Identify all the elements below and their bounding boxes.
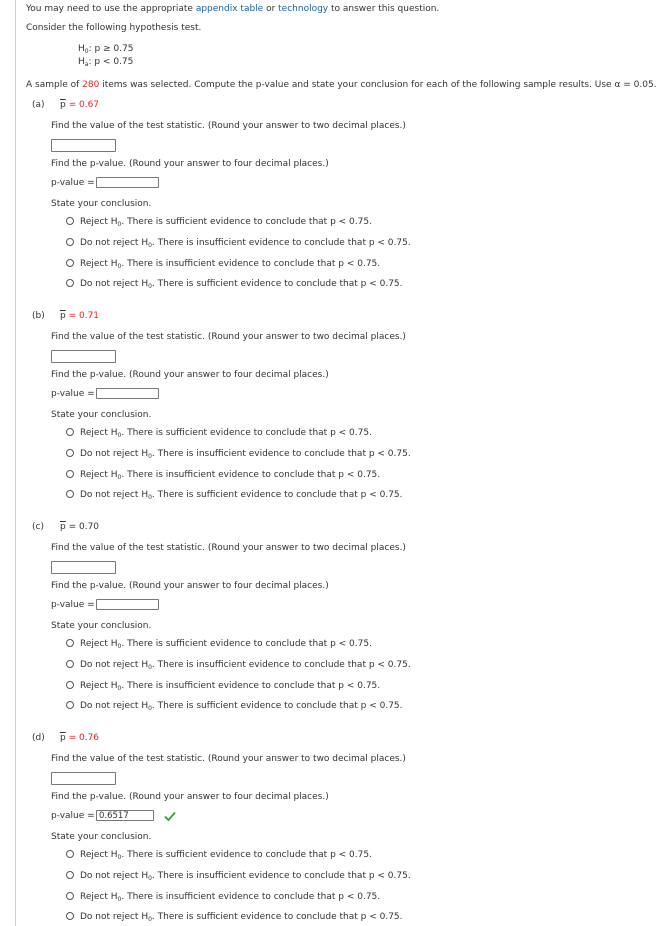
left-border bbox=[15, 0, 16, 926]
p-value-label: p-value = bbox=[51, 389, 95, 399]
test-statistic-prompt: Find the value of the test statistic. (Round your answer to two decimal places.) bbox=[51, 332, 406, 342]
radio-button[interactable] bbox=[66, 639, 74, 647]
option-text-b: . There is sufficient evidence to conclude that p < 0.75. bbox=[121, 217, 372, 227]
subscript-zero: 0 bbox=[117, 896, 122, 903]
sample-post: items was selected. Compute the p-value and state your conclusion for each of the following sample results. Use α = 0.05. bbox=[99, 80, 657, 90]
p-value-prompt: Find the p-value. (Round your answer to four decimal places.) bbox=[51, 159, 329, 169]
radio-button[interactable] bbox=[66, 892, 74, 900]
sample-text bbox=[26, 79, 657, 91]
conclusion-option[interactable] bbox=[66, 700, 403, 713]
radio-button[interactable] bbox=[66, 279, 74, 287]
radio-button[interactable] bbox=[66, 428, 74, 436]
option-text-a: Reject H bbox=[80, 681, 118, 691]
option-text-a: Reject H bbox=[80, 639, 118, 649]
radio-button[interactable] bbox=[66, 449, 74, 457]
option-text-a: Do not reject H bbox=[80, 871, 149, 881]
subscript-zero: 0 bbox=[148, 242, 152, 249]
conclusion-option[interactable] bbox=[66, 680, 380, 693]
intro-pre: You may need to use the appropriate bbox=[26, 4, 196, 14]
consider-text: Consider the following hypothesis test. bbox=[26, 23, 202, 33]
option-text-b: . There is sufficient evidence to conclude that p < 0.75. bbox=[121, 850, 372, 860]
sample-size: 280 bbox=[82, 80, 100, 90]
option-text-a: Do not reject H bbox=[80, 701, 149, 711]
option-text-b: . There is insufficient evidence to conclude that p < 0.75. bbox=[151, 871, 411, 881]
subscript-zero: 0 bbox=[117, 685, 122, 692]
p-value-prompt: Find the p-value. (Round your answer to four decimal places.) bbox=[51, 370, 329, 380]
null-hypothesis-text: : p ≥ 0.75 bbox=[88, 44, 134, 54]
test-statistic-input[interactable] bbox=[51, 139, 116, 152]
subscript-zero: 0 bbox=[148, 453, 152, 460]
conclusion-option[interactable] bbox=[66, 237, 411, 250]
part-header bbox=[32, 99, 99, 111]
option-text-b: . There is sufficient evidence to conclude that p < 0.75. bbox=[121, 639, 372, 649]
radio-button[interactable] bbox=[66, 238, 74, 246]
part-header bbox=[32, 310, 99, 322]
conclusion-prompt: State your conclusion. bbox=[51, 832, 152, 842]
option-text-b: . There is sufficient evidence to conclude that p < 0.75. bbox=[151, 701, 403, 711]
conclusion-option[interactable] bbox=[66, 427, 372, 440]
p-value-label: p-value = bbox=[51, 178, 95, 188]
option-text-b: . There is insufficient evidence to conclude that p < 0.75. bbox=[121, 892, 381, 902]
option-text-a: Reject H bbox=[80, 217, 118, 227]
option-text-a: Do not reject H bbox=[80, 279, 149, 289]
p-hat-symbol: $\overline{p}$ bbox=[60, 100, 66, 110]
p-hat-symbol: $\overline{p}$ bbox=[60, 311, 66, 321]
conclusion-prompt: State your conclusion. bbox=[51, 199, 152, 209]
subscript-zero: 0 bbox=[117, 432, 122, 439]
option-text-a: Do not reject H bbox=[80, 449, 149, 459]
p-value-label: p-value = bbox=[51, 811, 95, 821]
option-text-b: . There is insufficient evidence to conclude that p < 0.75. bbox=[121, 681, 381, 691]
option-text-b: . There is insufficient evidence to conclude that p < 0.75. bbox=[151, 449, 411, 459]
subscript-zero: 0 bbox=[117, 474, 122, 481]
sample-pre: A sample of bbox=[26, 80, 83, 90]
radio-button[interactable] bbox=[66, 871, 74, 879]
radio-button[interactable] bbox=[66, 217, 74, 225]
null-hypothesis: $H_0$: p ≥ 0.75 bbox=[78, 44, 134, 55]
intro-text bbox=[26, 3, 439, 15]
radio-button[interactable] bbox=[66, 660, 74, 668]
option-text-b: . There is insufficient evidence to conclude that p < 0.75. bbox=[121, 259, 381, 269]
p-value-input[interactable] bbox=[96, 599, 159, 610]
part-header bbox=[32, 521, 99, 533]
p-value-input[interactable] bbox=[96, 388, 159, 399]
p-hat-value: = 0.76 bbox=[68, 733, 100, 743]
option-text-b: . There is insufficient evidence to conclude that p < 0.75. bbox=[121, 470, 381, 480]
conclusion-option[interactable] bbox=[66, 849, 372, 862]
conclusion-prompt: State your conclusion. bbox=[51, 621, 152, 631]
conclusion-prompt: State your conclusion. bbox=[51, 410, 152, 420]
test-statistic-input[interactable] bbox=[51, 772, 116, 785]
option-text-b: . There is sufficient evidence to conclude that p < 0.75. bbox=[151, 490, 403, 500]
option-text-b: . There is insufficient evidence to conclude that p < 0.75. bbox=[151, 238, 411, 248]
test-statistic-prompt: Find the value of the test statistic. (Round your answer to two decimal places.) bbox=[51, 754, 406, 764]
alt-hypothesis: $H_a$: p < 0.75 bbox=[78, 57, 134, 68]
p-hat-value: = 0.67 bbox=[68, 100, 100, 110]
part-label: (c) bbox=[32, 522, 44, 532]
radio-button[interactable] bbox=[66, 701, 74, 709]
option-text-b: . There is insufficient evidence to conclude that p < 0.75. bbox=[151, 660, 411, 670]
subscript-zero: 0 bbox=[117, 643, 122, 650]
option-text-a: Reject H bbox=[80, 470, 118, 480]
p-value-prompt: Find the p-value. (Round your answer to four decimal places.) bbox=[51, 581, 329, 591]
radio-button[interactable] bbox=[66, 850, 74, 858]
p-value-input[interactable] bbox=[96, 177, 159, 188]
p-hat-symbol: $\overline{p}$ bbox=[60, 522, 66, 532]
option-text-a: Reject H bbox=[80, 850, 118, 860]
intro-mid: or bbox=[263, 4, 279, 14]
option-text-a: Do not reject H bbox=[80, 238, 149, 248]
conclusion-option[interactable] bbox=[66, 258, 380, 271]
conclusion-option[interactable] bbox=[66, 891, 380, 904]
p-value-input[interactable]: 0.6517 bbox=[96, 810, 154, 821]
conclusion-option[interactable] bbox=[66, 469, 380, 482]
subscript-zero: 0 bbox=[148, 664, 152, 671]
conclusion-option[interactable] bbox=[66, 870, 411, 883]
p-hat-value: = 0.70 bbox=[68, 522, 100, 532]
radio-button[interactable] bbox=[66, 490, 74, 498]
radio-button[interactable] bbox=[66, 470, 74, 478]
radio-button[interactable] bbox=[66, 259, 74, 267]
part-label: (d) bbox=[32, 733, 45, 743]
alt-hypothesis-text: : p < 0.75 bbox=[88, 57, 134, 67]
option-text-a: Do not reject H bbox=[80, 490, 149, 500]
option-text-b: . There is sufficient evidence to conclude that p < 0.75. bbox=[151, 279, 403, 289]
option-text-b: . There is sufficient evidence to conclude that p < 0.75. bbox=[151, 912, 403, 922]
part-label: (a) bbox=[32, 100, 45, 110]
subscript-zero: 0 bbox=[117, 854, 122, 861]
test-statistic-input[interactable] bbox=[51, 350, 116, 363]
test-statistic-prompt: Find the value of the test statistic. (Round your answer to two decimal places.) bbox=[51, 543, 406, 553]
conclusion-option[interactable] bbox=[66, 278, 403, 291]
part-label: (b) bbox=[32, 311, 45, 321]
subscript-zero: 0 bbox=[148, 875, 152, 882]
test-statistic-prompt: Find the value of the test statistic. (Round your answer to two decimal places.) bbox=[51, 121, 406, 131]
p-value-prompt: Find the p-value. (Round your answer to four decimal places.) bbox=[51, 792, 329, 802]
p-hat-symbol: $\overline{p}$ bbox=[60, 733, 66, 743]
conclusion-option[interactable] bbox=[66, 216, 372, 229]
intro-post: to answer this question. bbox=[328, 4, 440, 14]
conclusion-option[interactable] bbox=[66, 489, 403, 502]
technology-link[interactable]: technology bbox=[278, 4, 329, 14]
subscript-zero: 0 bbox=[148, 705, 152, 712]
conclusion-option[interactable] bbox=[66, 448, 411, 461]
conclusion-option[interactable] bbox=[66, 638, 372, 651]
option-text-a: Do not reject H bbox=[80, 912, 149, 922]
subscript-zero: 0 bbox=[148, 916, 152, 923]
option-text-a: Do not reject H bbox=[80, 660, 149, 670]
test-statistic-input[interactable] bbox=[51, 561, 116, 574]
p-hat-value: = 0.71 bbox=[68, 311, 100, 321]
correct-check-icon bbox=[164, 811, 176, 821]
radio-button[interactable] bbox=[66, 912, 74, 920]
conclusion-option[interactable] bbox=[66, 911, 403, 924]
subscript-zero: 0 bbox=[117, 263, 122, 270]
option-text-a: Reject H bbox=[80, 428, 118, 438]
option-text-a: Reject H bbox=[80, 892, 118, 902]
p-value-label: p-value = bbox=[51, 600, 95, 610]
subscript-zero: 0 bbox=[148, 283, 152, 290]
subscript-zero: 0 bbox=[117, 221, 122, 228]
subscript-zero: 0 bbox=[148, 494, 152, 501]
conclusion-option[interactable] bbox=[66, 659, 411, 672]
radio-button[interactable] bbox=[66, 681, 74, 689]
option-text-a: Reject H bbox=[80, 259, 118, 269]
part-header bbox=[32, 732, 99, 744]
option-text-b: . There is sufficient evidence to conclude that p < 0.75. bbox=[121, 428, 372, 438]
appendix-table-link[interactable]: appendix table bbox=[195, 4, 264, 14]
